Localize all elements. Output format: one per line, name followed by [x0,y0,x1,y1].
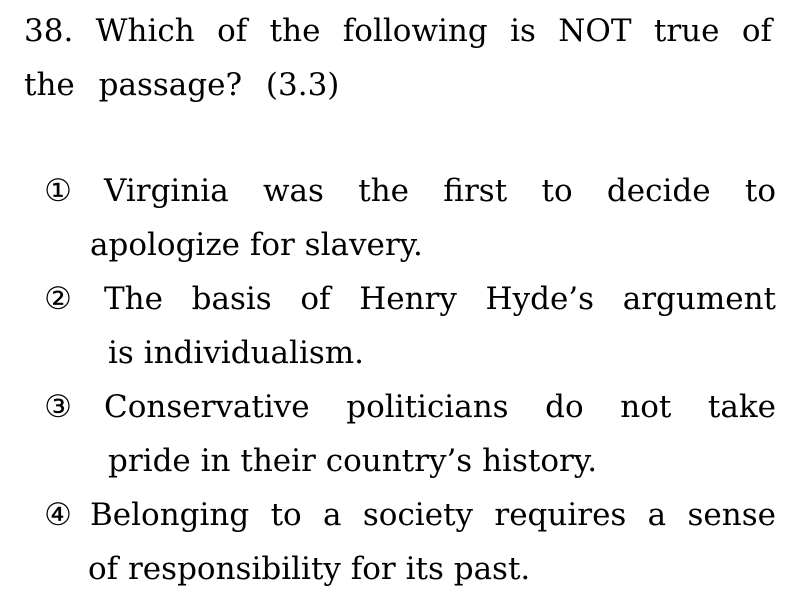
option-1-text-line-1: Virginia was the first to decide to [104,173,776,209]
question-text-line-2: the passage? (3.3) [24,67,340,103]
option-3-marker: ③ [44,389,72,425]
option-1-marker: ① [44,173,72,209]
option-4-text [24,488,776,596]
option-2-text [24,272,776,380]
option-4-text-line-2: of responsibility for its past. [88,551,531,587]
answer-option-4[interactable] [24,488,776,596]
answer-option-3[interactable] [24,380,776,488]
answer-options-list [24,164,776,596]
question-stem [24,4,772,112]
option-1-text-line-2: apologize for slavery. [90,227,423,263]
option-4-marker: ④ [44,497,72,533]
option-3-text-line-1: Conservative politicians do not take [104,389,776,425]
option-2-text-line-1: The basis of Henry Hyde’s argument [104,281,776,317]
question-text-line-1: 38. Which of the following is NOT true of [24,13,772,49]
option-2-marker: ② [44,281,72,317]
option-4-text-line-1: Belonging to a society requires a sense [90,497,776,533]
option-3-text [24,380,776,488]
answer-option-1[interactable] [24,164,776,272]
answer-option-2[interactable] [24,272,776,380]
option-2-text-line-2: is individualism. [108,335,365,371]
option-1-text [24,164,776,272]
option-3-text-line-2: pride in their country’s history. [108,443,598,479]
